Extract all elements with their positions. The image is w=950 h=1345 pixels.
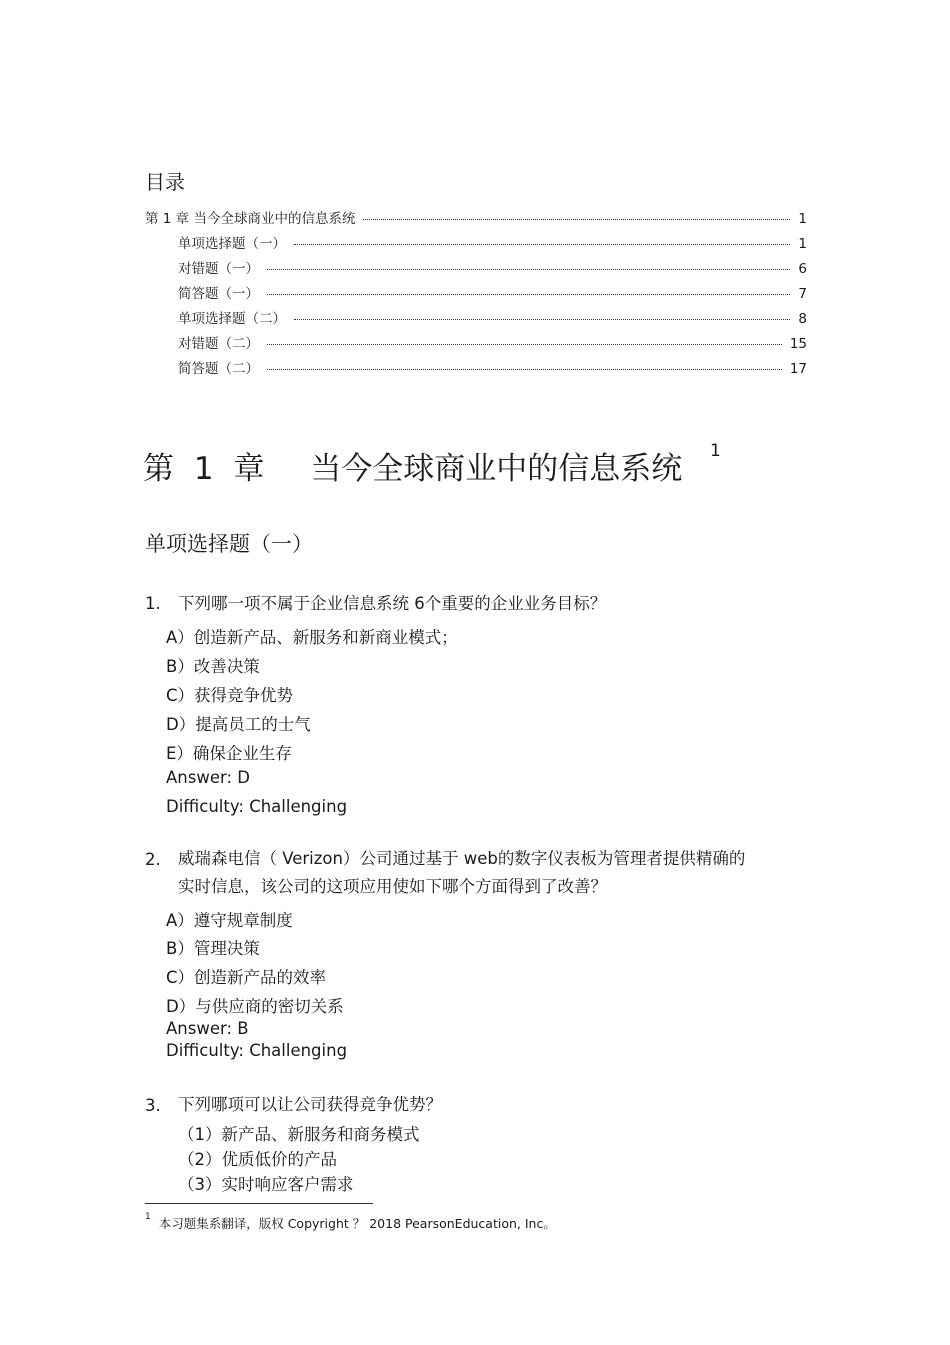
toc-leader	[363, 219, 790, 220]
answer-option: C）创造新产品的效率	[166, 968, 327, 987]
question-number: 3.	[145, 1096, 161, 1115]
toc-leader	[294, 244, 790, 245]
toc-entry[interactable]	[178, 307, 807, 327]
footnote-divider	[145, 1203, 373, 1204]
section-heading: 单项选择题（一）	[145, 532, 313, 556]
toc-entry-page: 1	[798, 211, 807, 227]
question-number: 2.	[145, 850, 161, 869]
toc-leader	[267, 269, 790, 270]
toc-entry-label: 单项选择题（一）	[178, 236, 286, 252]
answer-option: B）管理决策	[166, 939, 260, 958]
toc-entry[interactable]	[178, 232, 807, 252]
toc-entry-page: 17	[789, 361, 807, 377]
answer-option: A）遵守规章制度	[166, 911, 293, 930]
toc-entry[interactable]	[145, 207, 807, 227]
toc-entry-page: 8	[798, 311, 807, 327]
toc-leader	[267, 294, 790, 295]
answer-option: （2）优质低价的产品	[178, 1150, 337, 1169]
chapter-suffix: 章	[233, 451, 265, 487]
toc-leader	[267, 344, 782, 345]
question-text: 下列哪一项不属于企业信息系统 6个重要的企业业务目标？	[178, 594, 607, 613]
answer-option: B）改善决策	[166, 657, 260, 676]
toc-entry[interactable]	[178, 332, 807, 352]
toc-leader	[267, 369, 782, 370]
question-number: 1.	[145, 594, 161, 613]
footnote-reference[interactable]: 1	[710, 441, 721, 461]
question-text: 下列哪项可以让公司获得竞争优势？	[178, 1095, 442, 1114]
toc-entry-label: 第 1 章 当今全球商业中的信息系统	[145, 211, 356, 227]
chapter-number: 1	[193, 451, 214, 487]
chapter-heading	[143, 441, 721, 488]
difficulty-label: Difficulty: Challenging	[166, 797, 348, 816]
toc-entry-label: 单项选择题（二）	[178, 311, 286, 327]
toc-leader	[294, 319, 790, 320]
question-text: 威瑞森电信（ Verizon）公司通过基于 web的数字仪表板为管理者提供精确的	[178, 849, 746, 868]
chapter-prefix: 第	[143, 451, 174, 487]
toc-title: 目录	[145, 170, 185, 194]
toc-entry-page: 7	[798, 286, 807, 302]
answer-option: D）与供应商的密切关系	[166, 997, 344, 1016]
toc-entry-label: 对错题（二）	[178, 336, 259, 352]
toc-entry-page: 1	[798, 236, 807, 252]
answer-option: （1）新产品、新服务和商务模式	[178, 1125, 420, 1144]
question-text: 实时信息，该公司的这项应用使如下哪个方面得到了改善？	[178, 877, 607, 896]
toc-entry-label: 简答题（一）	[178, 286, 259, 302]
toc-entry[interactable]	[178, 357, 807, 377]
answer-key: Answer: B	[166, 1019, 249, 1038]
answer-key: Answer: D	[166, 768, 250, 787]
toc-entry-label: 简答题（二）	[178, 361, 259, 377]
answer-option: D）提高员工的士气	[166, 715, 311, 734]
answer-option: A）创造新产品、新服务和新商业模式；	[166, 628, 458, 647]
toc-entry[interactable]	[178, 282, 807, 302]
toc-entry-page: 6	[798, 261, 807, 277]
toc-entry-page: 15	[789, 336, 807, 352]
footnote-mark: 1	[145, 1212, 151, 1222]
difficulty-label: Difficulty: Challenging	[166, 1041, 348, 1060]
footnote	[145, 1214, 556, 1232]
chapter-title: 当今全球商业中的信息系统	[310, 451, 683, 487]
answer-option: C）获得竞争优势	[166, 686, 294, 705]
footnote-text: 本习题集系翻译，版权 Copyright ？ 2018 PearsonEducation, Inc。	[158, 1216, 556, 1231]
toc-entry[interactable]	[178, 257, 807, 277]
answer-option: （3）实时响应客户需求	[178, 1175, 354, 1194]
answer-option: E）确保企业生存	[166, 744, 292, 763]
toc-entry-label: 对错题（一）	[178, 261, 259, 277]
